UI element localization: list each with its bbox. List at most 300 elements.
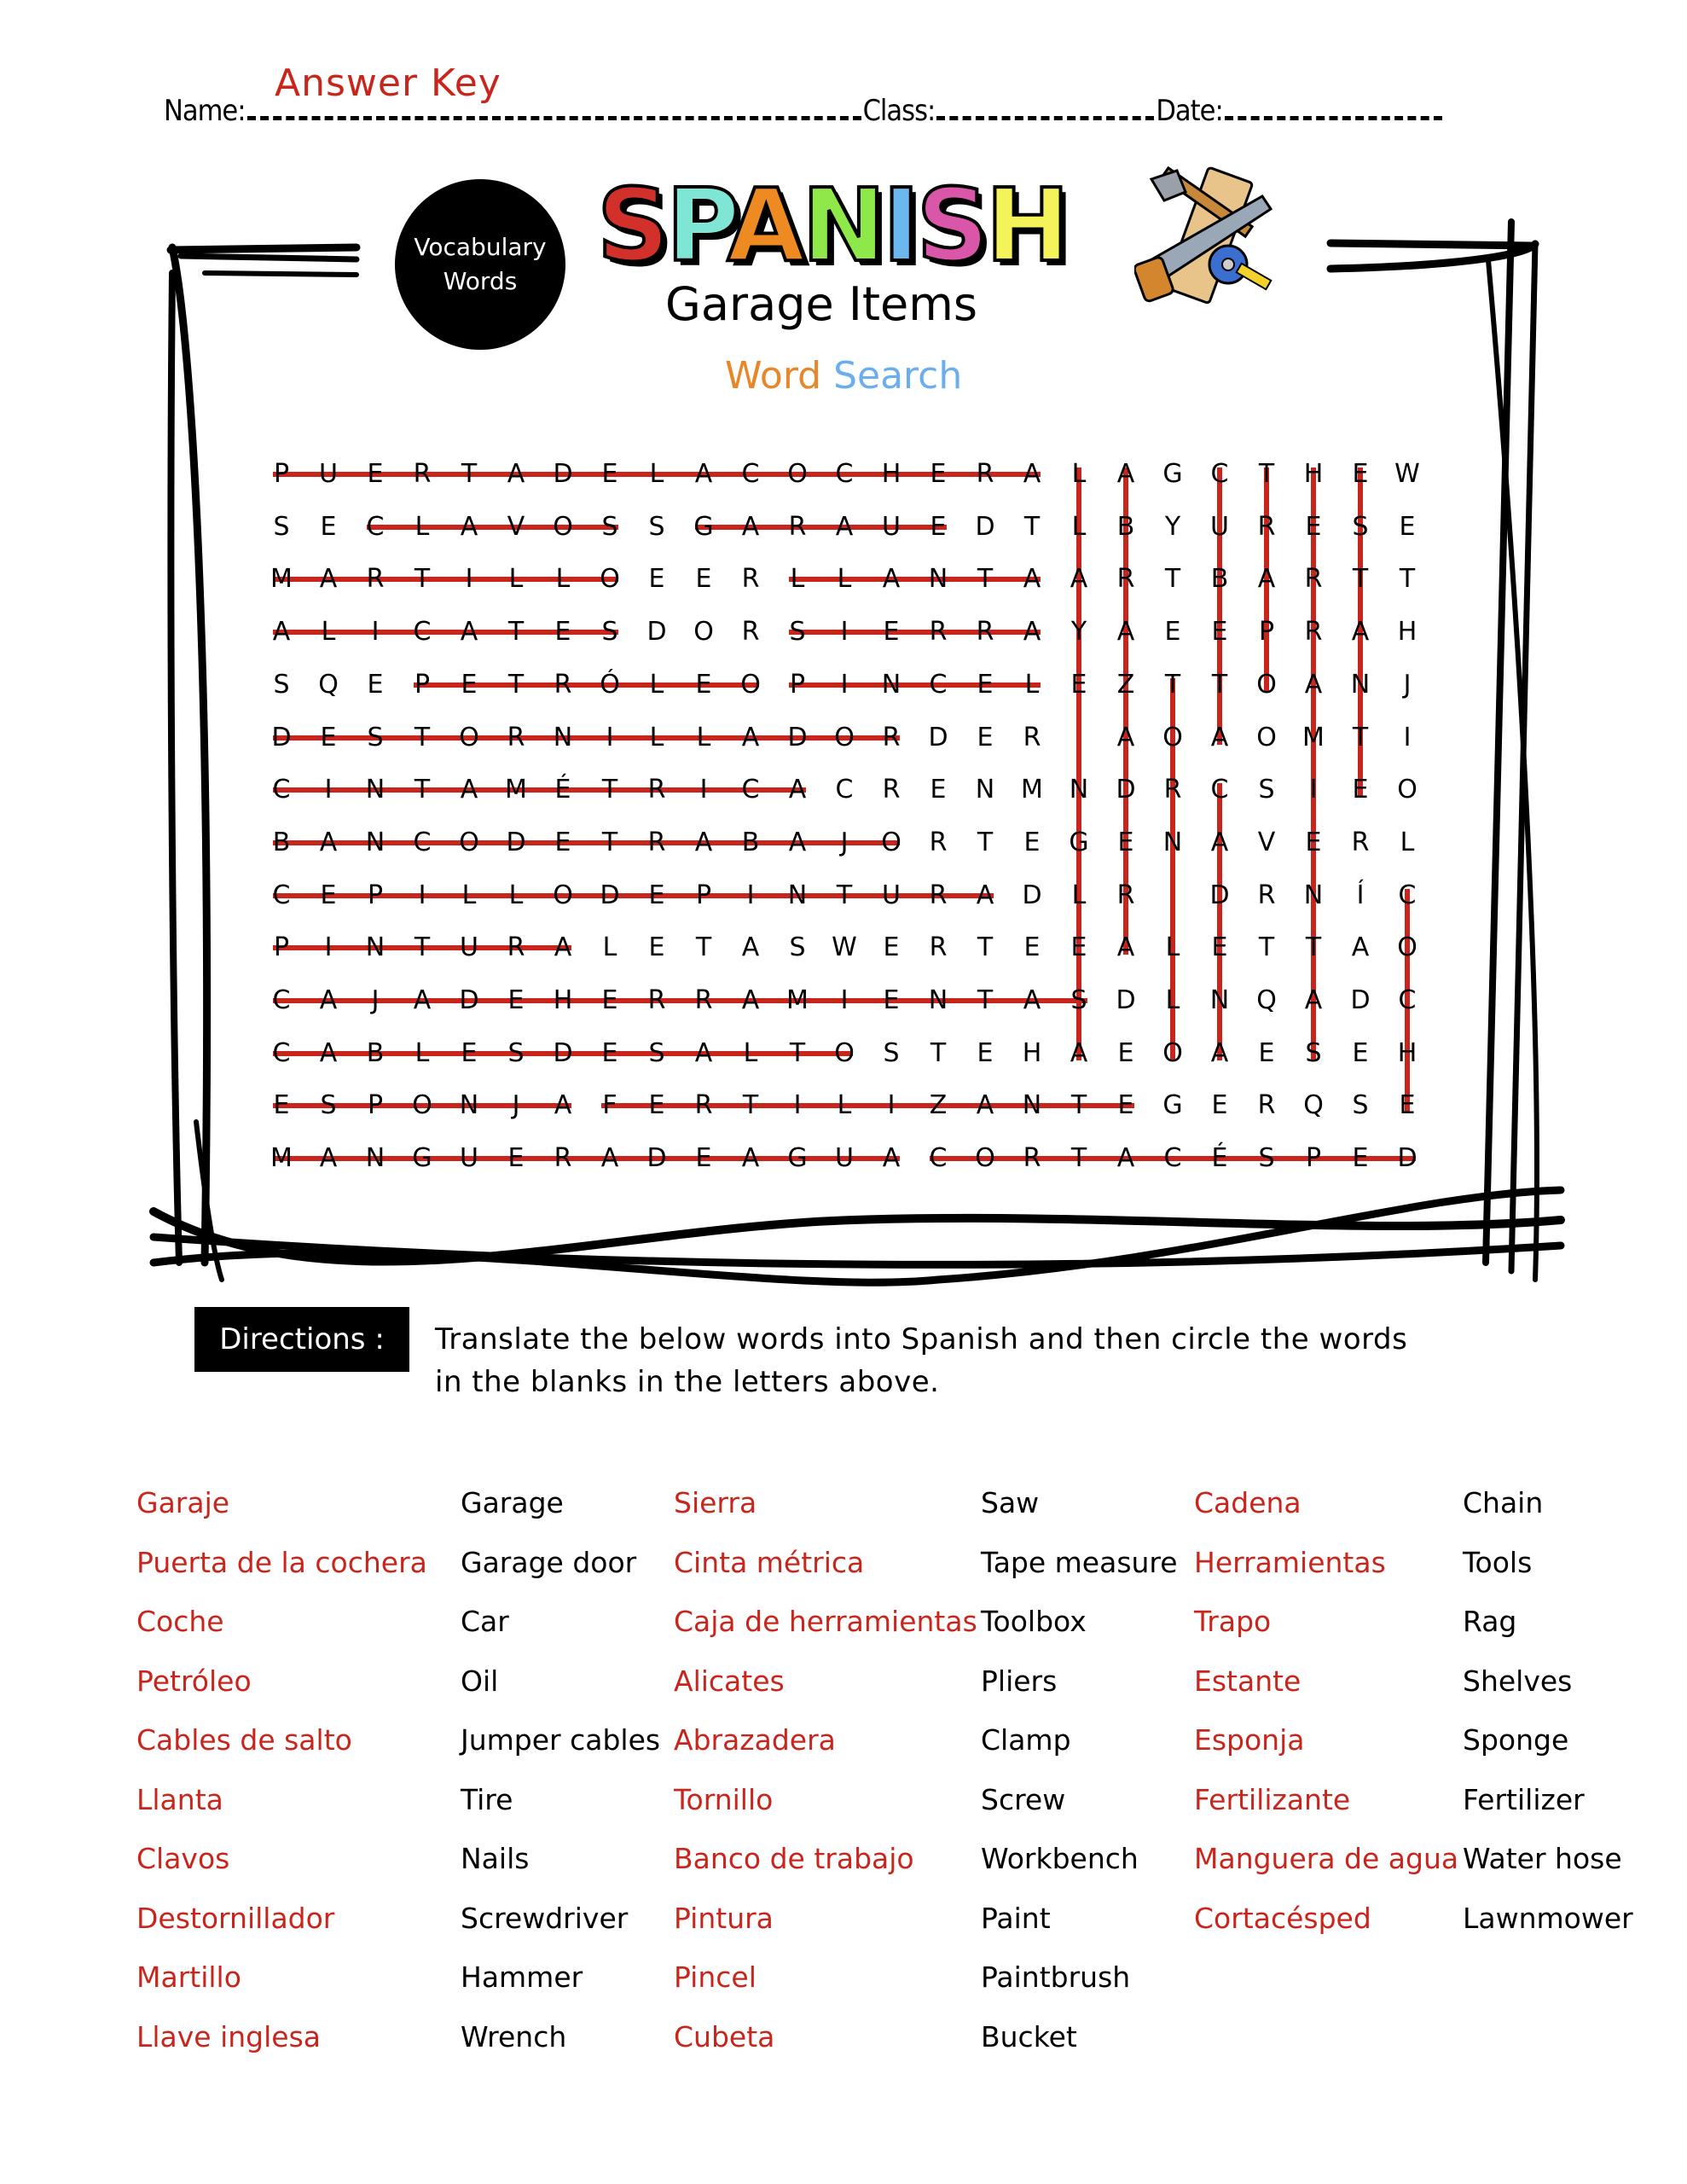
grid-letter[interactable]: L <box>790 564 805 595</box>
grid-letter[interactable]: L <box>415 511 430 542</box>
grid-letter[interactable]: S <box>1352 511 1369 542</box>
grid-letter[interactable]: N <box>1162 827 1183 857</box>
grid-letter[interactable]: R <box>882 775 901 805</box>
grid-letter[interactable]: A <box>1351 932 1370 963</box>
grid-letter[interactable]: E <box>1211 617 1228 648</box>
grid-letter[interactable]: O <box>740 669 761 700</box>
grid-letter[interactable]: F <box>602 1090 617 1121</box>
grid-letter[interactable]: I <box>1309 775 1318 805</box>
grid-letter[interactable]: N <box>459 1090 479 1121</box>
grid-letter[interactable]: C <box>366 511 385 542</box>
grid-letter[interactable]: A <box>554 932 572 963</box>
grid-letter[interactable]: A <box>460 775 478 805</box>
grid-letter[interactable]: N <box>975 775 995 805</box>
grid-letter[interactable]: A <box>741 1143 760 1174</box>
grid-letter[interactable]: I <box>465 564 473 595</box>
grid-letter[interactable]: R <box>929 617 948 648</box>
grid-letter[interactable]: M <box>1021 775 1043 805</box>
grid-letter[interactable]: S <box>507 1037 525 1068</box>
grid-letter[interactable]: T <box>601 775 618 805</box>
grid-letter[interactable]: A <box>319 985 338 1015</box>
grid-letter[interactable]: S <box>789 617 806 648</box>
grid-letter[interactable]: S <box>789 932 806 963</box>
grid-letter[interactable]: L <box>649 669 664 700</box>
grid-letter[interactable]: E <box>1164 617 1181 648</box>
grid-letter[interactable]: T <box>1023 511 1041 542</box>
grid-letter[interactable]: E <box>461 1037 478 1068</box>
grid-letter[interactable]: R <box>507 722 525 752</box>
grid-letter[interactable]: Y <box>1070 617 1087 648</box>
grid-letter[interactable]: E <box>977 722 994 752</box>
grid-letter[interactable]: R <box>554 669 572 700</box>
grid-letter[interactable]: E <box>695 564 712 595</box>
grid-letter[interactable]: T <box>930 1037 947 1068</box>
grid-letter[interactable]: R <box>976 617 994 648</box>
grid-letter[interactable]: A <box>413 985 432 1015</box>
grid-letter[interactable]: E <box>554 827 571 857</box>
grid-letter[interactable]: U <box>460 1143 478 1174</box>
grid-letter[interactable]: H <box>1303 459 1324 489</box>
grid-letter[interactable]: R <box>694 1090 713 1121</box>
grid-letter[interactable]: I <box>840 669 849 700</box>
grid-letter[interactable]: A <box>741 511 760 542</box>
grid-letter[interactable]: A <box>319 1143 338 1174</box>
grid-letter[interactable]: L <box>1024 669 1040 700</box>
grid-letter[interactable]: S <box>1258 775 1275 805</box>
grid-letter[interactable]: N <box>881 669 901 700</box>
grid-letter[interactable]: Q <box>1303 1090 1324 1121</box>
class-blank[interactable] <box>936 111 1154 120</box>
grid-letter[interactable]: T <box>977 985 994 1015</box>
grid-letter[interactable]: N <box>928 985 948 1015</box>
grid-letter[interactable]: L <box>1165 932 1180 963</box>
grid-letter[interactable]: T <box>695 932 712 963</box>
grid-letter[interactable]: M <box>505 775 527 805</box>
grid-letter[interactable]: D <box>787 722 808 752</box>
grid-letter[interactable]: S <box>1305 1037 1322 1068</box>
grid-letter[interactable]: D <box>553 459 573 489</box>
grid-letter[interactable]: T <box>1258 932 1275 963</box>
grid-letter[interactable]: É <box>1211 1143 1228 1174</box>
grid-letter[interactable]: L <box>1071 880 1087 910</box>
grid-letter[interactable]: D <box>553 1037 573 1068</box>
grid-letter[interactable]: S <box>648 1037 665 1068</box>
grid-letter[interactable]: I <box>887 1090 896 1121</box>
grid-letter[interactable]: C <box>272 775 291 805</box>
grid-letter[interactable]: E <box>883 617 900 648</box>
grid-letter[interactable]: R <box>788 511 807 542</box>
grid-letter[interactable]: N <box>365 775 386 805</box>
grid-letter[interactable]: E <box>648 1090 665 1121</box>
grid-letter[interactable]: D <box>1116 985 1136 1015</box>
grid-letter[interactable]: E <box>1023 932 1041 963</box>
grid-letter[interactable]: G <box>693 511 714 542</box>
grid-letter[interactable]: P <box>1305 1143 1322 1174</box>
grid-letter[interactable]: A <box>788 827 807 857</box>
grid-letter[interactable]: P <box>367 880 384 910</box>
grid-letter[interactable]: E <box>1211 1090 1228 1121</box>
grid-letter[interactable]: E <box>1211 932 1228 963</box>
grid-letter[interactable]: A <box>1023 459 1041 489</box>
grid-letter[interactable]: E <box>367 669 384 700</box>
grid-letter[interactable]: L <box>602 932 617 963</box>
grid-letter[interactable]: E <box>1352 775 1369 805</box>
grid-letter[interactable]: R <box>1023 1143 1041 1174</box>
grid-letter[interactable]: A <box>554 1090 572 1121</box>
grid-letter[interactable]: L <box>1165 985 1180 1015</box>
grid-letter[interactable]: I <box>746 880 755 910</box>
grid-letter[interactable]: T <box>507 617 525 648</box>
grid-letter[interactable]: E <box>507 985 525 1015</box>
grid-letter[interactable]: C <box>835 775 854 805</box>
grid-letter[interactable]: T <box>414 722 431 752</box>
grid-letter[interactable]: O <box>881 827 901 857</box>
grid-letter[interactable]: W <box>832 932 857 963</box>
grid-letter[interactable]: S <box>601 511 618 542</box>
grid-letter[interactable]: A <box>1023 617 1041 648</box>
grid-letter[interactable]: T <box>1164 564 1181 595</box>
grid-letter[interactable]: A <box>1116 617 1135 648</box>
grid-letter[interactable]: T <box>1352 722 1369 752</box>
grid-letter[interactable]: L <box>696 722 711 752</box>
grid-letter[interactable]: R <box>976 459 994 489</box>
grid-letter[interactable]: U <box>835 1143 854 1174</box>
grid-letter[interactable]: C <box>929 1143 948 1174</box>
grid-letter[interactable]: A <box>1304 985 1323 1015</box>
grid-letter[interactable]: P <box>1258 617 1275 648</box>
grid-letter[interactable]: I <box>840 617 849 648</box>
grid-letter[interactable]: E <box>601 985 618 1015</box>
grid-letter[interactable]: E <box>1117 1037 1134 1068</box>
grid-letter[interactable]: N <box>1022 1090 1042 1121</box>
grid-letter[interactable]: N <box>928 564 948 595</box>
grid-letter[interactable]: E <box>507 1143 525 1174</box>
grid-letter[interactable]: C <box>741 459 760 489</box>
grid-letter[interactable]: M <box>786 985 809 1015</box>
grid-letter[interactable]: E <box>1070 669 1087 700</box>
grid-letter[interactable]: E <box>1305 827 1322 857</box>
grid-letter[interactable]: D <box>600 880 620 910</box>
grid-letter[interactable]: R <box>1257 1090 1276 1121</box>
grid-letter[interactable]: E <box>601 459 618 489</box>
grid-letter[interactable]: C <box>1210 775 1229 805</box>
grid-letter[interactable]: V <box>1257 827 1276 857</box>
grid-letter[interactable]: A <box>694 459 713 489</box>
grid-letter[interactable]: J <box>1403 669 1412 700</box>
grid-letter[interactable]: N <box>787 880 808 910</box>
grid-letter[interactable]: H <box>1397 617 1417 648</box>
grid-letter[interactable]: E <box>1352 1143 1369 1174</box>
grid-letter[interactable]: Z <box>1116 669 1135 700</box>
grid-letter[interactable]: A <box>741 985 760 1015</box>
grid-letter[interactable]: D <box>646 1143 667 1174</box>
grid-letter[interactable]: R <box>882 722 901 752</box>
grid-letter[interactable]: E <box>930 459 947 489</box>
grid-letter[interactable]: Ó <box>600 669 620 700</box>
grid-letter[interactable]: A <box>1070 564 1088 595</box>
grid-letter[interactable]: T <box>1352 564 1369 595</box>
grid-letter[interactable]: G <box>787 1143 808 1174</box>
grid-letter[interactable]: N <box>365 1143 386 1174</box>
grid-letter[interactable]: R <box>647 985 666 1015</box>
grid-letter[interactable]: G <box>1162 459 1183 489</box>
grid-letter[interactable]: A <box>1116 1143 1135 1174</box>
grid-letter[interactable]: A <box>1351 617 1370 648</box>
grid-letter[interactable]: O <box>1397 932 1417 963</box>
grid-letter[interactable]: L <box>1071 459 1087 489</box>
grid-letter[interactable]: A <box>1210 722 1229 752</box>
grid-letter[interactable]: I <box>840 985 849 1015</box>
grid-letter[interactable]: E <box>367 459 384 489</box>
grid-letter[interactable]: D <box>1209 880 1230 910</box>
grid-letter[interactable]: A <box>1210 1037 1229 1068</box>
grid-letter[interactable]: D <box>646 617 667 648</box>
grid-letter[interactable]: O <box>787 459 808 489</box>
grid-letter[interactable]: T <box>414 932 431 963</box>
grid-letter[interactable]: A <box>600 1143 619 1174</box>
grid-letter[interactable]: R <box>741 617 760 648</box>
grid-letter[interactable]: J <box>371 985 380 1015</box>
grid-letter[interactable]: N <box>365 932 386 963</box>
grid-letter[interactable]: H <box>553 985 573 1015</box>
grid-letter[interactable]: L <box>321 617 336 648</box>
grid-letter[interactable]: A <box>1116 932 1135 963</box>
grid-letter[interactable]: E <box>601 1037 618 1068</box>
grid-letter[interactable]: S <box>648 511 665 542</box>
grid-letter[interactable]: P <box>273 932 290 963</box>
grid-letter[interactable]: A <box>319 827 338 857</box>
grid-letter[interactable]: S <box>1070 985 1087 1015</box>
grid-letter[interactable]: A <box>788 775 807 805</box>
grid-letter[interactable]: R <box>366 564 385 595</box>
grid-letter[interactable]: N <box>553 722 573 752</box>
grid-letter[interactable]: U <box>460 932 478 963</box>
grid-letter[interactable]: G <box>412 1143 432 1174</box>
grid-letter[interactable]: O <box>459 827 479 857</box>
grid-letter[interactable]: C <box>1163 1143 1182 1174</box>
grid-letter[interactable]: O <box>1162 722 1183 752</box>
grid-letter[interactable]: O <box>1162 1037 1183 1068</box>
grid-letter[interactable]: C <box>1210 459 1229 489</box>
grid-letter[interactable]: R <box>1023 722 1041 752</box>
grid-letter[interactable]: S <box>601 617 618 648</box>
grid-letter[interactable]: E <box>695 669 712 700</box>
grid-letter[interactable]: U <box>319 459 338 489</box>
grid-letter[interactable]: D <box>975 511 995 542</box>
grid-letter[interactable]: E <box>1399 511 1416 542</box>
grid-letter[interactable]: S <box>883 1037 900 1068</box>
grid-letter[interactable]: T <box>977 827 994 857</box>
grid-letter[interactable]: D <box>1350 985 1371 1015</box>
grid-letter[interactable]: N <box>1350 669 1371 700</box>
grid-letter[interactable]: O <box>412 1090 432 1121</box>
grid-letter[interactable]: L <box>837 564 852 595</box>
grid-letter[interactable]: R <box>1163 775 1182 805</box>
grid-letter[interactable]: B <box>741 827 760 857</box>
grid-letter[interactable]: A <box>1023 985 1041 1015</box>
grid-letter[interactable]: L <box>649 459 664 489</box>
grid-letter[interactable]: B <box>1116 511 1135 542</box>
grid-letter[interactable]: E <box>1023 827 1041 857</box>
grid-letter[interactable]: D <box>1116 775 1136 805</box>
grid-letter[interactable]: R <box>1257 511 1276 542</box>
grid-letter[interactable]: L <box>415 1037 430 1068</box>
grid-letter[interactable]: E <box>883 985 900 1015</box>
grid-letter[interactable]: U <box>882 511 901 542</box>
grid-letter[interactable]: D <box>1022 880 1042 910</box>
grid-letter[interactable]: T <box>1305 932 1322 963</box>
grid-letter[interactable]: D <box>1397 1143 1417 1174</box>
grid-letter[interactable]: A <box>1070 1037 1088 1068</box>
grid-letter[interactable]: R <box>507 932 525 963</box>
grid-letter[interactable]: E <box>554 617 571 648</box>
grid-letter[interactable]: G <box>1162 1090 1183 1121</box>
grid-letter[interactable]: Y <box>1164 511 1181 542</box>
grid-letter[interactable]: H <box>881 459 901 489</box>
grid-letter[interactable]: A <box>741 932 760 963</box>
grid-letter[interactable]: S <box>367 722 384 752</box>
grid-letter[interactable]: A <box>319 1037 338 1068</box>
grid-letter[interactable]: D <box>506 827 526 857</box>
grid-letter[interactable]: E <box>320 880 337 910</box>
grid-letter[interactable]: J <box>512 1090 520 1121</box>
grid-letter[interactable]: P <box>695 880 712 910</box>
grid-letter[interactable]: R <box>1351 827 1370 857</box>
grid-letter[interactable]: O <box>459 722 479 752</box>
grid-letter[interactable]: E <box>977 1037 994 1068</box>
grid-letter[interactable]: O <box>834 1037 855 1068</box>
grid-letter[interactable]: M <box>1302 722 1325 752</box>
grid-letter[interactable]: T <box>742 1090 759 1121</box>
grid-letter[interactable]: N <box>1209 985 1230 1015</box>
grid-letter[interactable]: A <box>1023 564 1041 595</box>
grid-letter[interactable]: E <box>273 1090 290 1121</box>
grid-letter[interactable]: H <box>1022 1037 1042 1068</box>
grid-letter[interactable]: A <box>694 827 713 857</box>
grid-letter[interactable]: R <box>1304 564 1323 595</box>
grid-letter[interactable]: T <box>1258 459 1275 489</box>
grid-letter[interactable]: A <box>976 880 994 910</box>
grid-letter[interactable]: L <box>837 1090 852 1121</box>
grid-letter[interactable]: H <box>1397 1037 1417 1068</box>
grid-letter[interactable]: L <box>743 1037 758 1068</box>
grid-letter[interactable]: N <box>1303 880 1324 910</box>
grid-letter[interactable]: O <box>600 564 620 595</box>
grid-letter[interactable]: R <box>413 459 432 489</box>
grid-letter[interactable]: A <box>835 511 854 542</box>
grid-letter[interactable]: U <box>882 880 901 910</box>
grid-letter[interactable]: O <box>553 880 573 910</box>
grid-letter[interactable]: C <box>929 669 948 700</box>
grid-letter[interactable]: É <box>554 775 571 805</box>
grid-letter[interactable]: T <box>1211 669 1228 700</box>
grid-letter[interactable]: C <box>272 985 291 1015</box>
grid-letter[interactable]: I <box>699 775 708 805</box>
grid-letter[interactable]: O <box>1256 722 1277 752</box>
grid-letter[interactable]: T <box>789 1037 806 1068</box>
grid-letter[interactable]: L <box>1071 511 1087 542</box>
grid-letter[interactable]: B <box>1210 564 1229 595</box>
grid-letter[interactable]: I <box>324 775 333 805</box>
grid-letter[interactable]: C <box>413 617 432 648</box>
grid-letter[interactable]: Q <box>1256 985 1277 1015</box>
grid-letter[interactable]: C <box>413 827 432 857</box>
grid-letter[interactable]: E <box>883 932 900 963</box>
grid-letter[interactable]: T <box>1070 1143 1087 1174</box>
grid-letter[interactable]: R <box>741 564 760 595</box>
grid-letter[interactable]: C <box>272 1037 291 1068</box>
grid-letter[interactable]: R <box>1304 617 1323 648</box>
grid-letter[interactable]: A <box>507 459 525 489</box>
grid-letter[interactable]: E <box>461 669 478 700</box>
grid-letter[interactable]: T <box>1070 1090 1087 1121</box>
grid-letter[interactable]: A <box>882 1143 901 1174</box>
grid-letter[interactable]: A <box>976 1090 994 1121</box>
grid-letter[interactable]: L <box>555 564 571 595</box>
grid-letter[interactable]: C <box>835 459 854 489</box>
grid-letter[interactable]: L <box>1400 827 1415 857</box>
grid-letter[interactable]: A <box>1210 827 1229 857</box>
grid-letter[interactable]: A <box>319 564 338 595</box>
grid-letter[interactable]: L <box>508 880 524 910</box>
grid-letter[interactable]: A <box>460 617 478 648</box>
grid-letter[interactable]: R <box>647 827 666 857</box>
grid-letter[interactable]: B <box>272 827 291 857</box>
grid-letter[interactable]: D <box>271 722 292 752</box>
grid-letter[interactable]: V <box>507 511 525 542</box>
grid-letter[interactable]: J <box>840 827 849 857</box>
grid-letter[interactable]: M <box>270 1143 293 1174</box>
grid-letter[interactable]: E <box>320 511 337 542</box>
grid-letter[interactable]: O <box>693 617 714 648</box>
grid-letter[interactable]: S <box>1258 1143 1275 1174</box>
grid-letter[interactable]: C <box>272 880 291 910</box>
grid-letter[interactable]: R <box>1116 564 1135 595</box>
grid-letter[interactable]: R <box>554 1143 572 1174</box>
grid-letter[interactable]: E <box>1070 932 1087 963</box>
grid-letter[interactable]: P <box>273 459 290 489</box>
grid-letter[interactable]: A <box>882 564 901 595</box>
grid-letter[interactable]: P <box>367 1090 384 1121</box>
grid-letter[interactable]: A <box>460 511 478 542</box>
grid-letter[interactable]: O <box>553 511 573 542</box>
grid-letter[interactable]: U <box>1210 511 1229 542</box>
grid-letter[interactable]: A <box>1116 459 1135 489</box>
grid-letter[interactable]: O <box>1397 775 1417 805</box>
grid-letter[interactable]: T <box>461 459 478 489</box>
grid-letter[interactable]: N <box>365 827 386 857</box>
grid-letter[interactable]: A <box>1304 669 1323 700</box>
grid-letter[interactable]: C <box>741 775 760 805</box>
grid-letter[interactable]: E <box>930 511 947 542</box>
grid-letter[interactable]: R <box>647 775 666 805</box>
grid-letter[interactable]: L <box>649 722 664 752</box>
grid-letter[interactable]: T <box>507 669 525 700</box>
grid-letter[interactable]: A <box>694 1037 713 1068</box>
grid-letter[interactable]: A <box>741 722 760 752</box>
grid-letter[interactable]: T <box>414 564 431 595</box>
grid-letter[interactable]: W <box>1394 459 1420 489</box>
grid-letter[interactable]: E <box>320 722 337 752</box>
grid-letter[interactable]: G <box>1069 827 1089 857</box>
grid-letter[interactable]: E <box>1352 459 1369 489</box>
grid-letter[interactable]: R <box>929 932 948 963</box>
grid-letter[interactable]: I <box>793 1090 802 1121</box>
grid-letter[interactable]: E <box>1305 511 1322 542</box>
grid-letter[interactable]: E <box>977 669 994 700</box>
grid-letter[interactable]: N <box>1069 775 1089 805</box>
grid-letter[interactable]: E <box>1117 1090 1134 1121</box>
